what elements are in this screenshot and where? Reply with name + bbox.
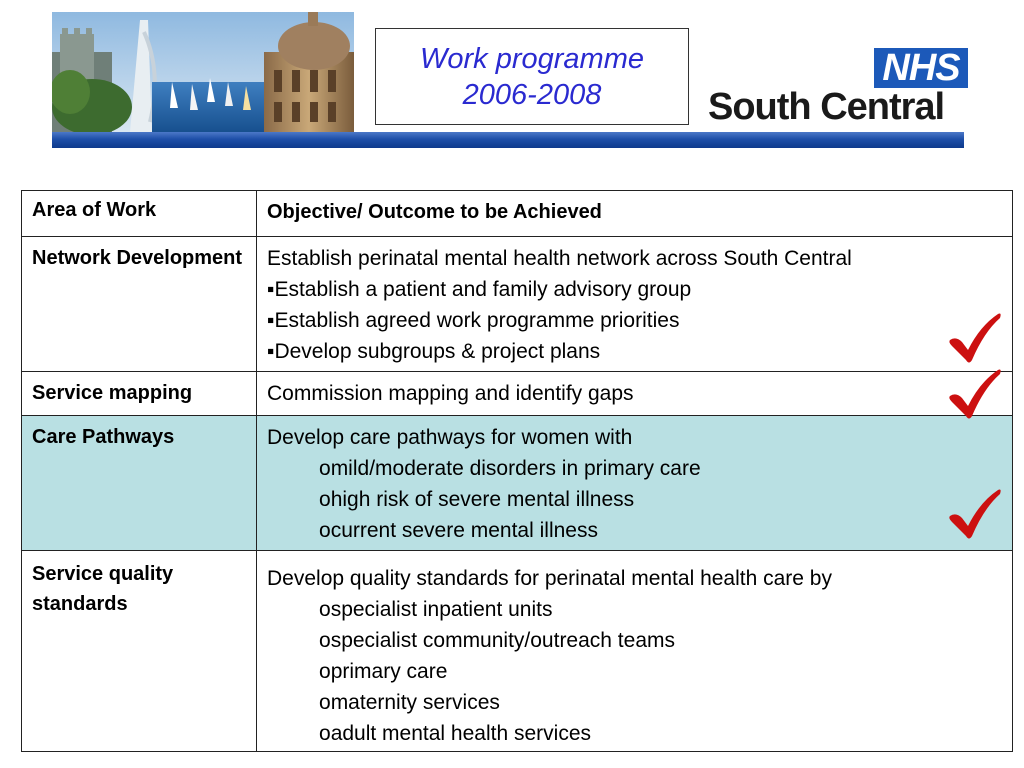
header-area-of-work: Area of Work [22,191,257,237]
bullet-item: ▪Develop subgroups & project plans [267,340,601,363]
sub-bullet-item: ospecialist inpatient units [319,598,553,621]
bullet-item: ▪Establish agreed work programme priorities [267,309,680,332]
sub-bullet-item: omild/moderate disorders in primary care [319,457,701,480]
page-title-line-1: Work programme [420,42,644,75]
objective-line: Develop quality standards for perinatal mental health care by [267,567,832,590]
square-bullet-icon: ▪ [267,309,275,332]
area-label: Service quality standards [32,563,174,615]
area-label: Care Pathways [32,426,175,448]
circle-bullet-icon: o [319,722,331,745]
header-divider-bar [52,132,964,148]
objective-line: Develop care pathways for women with [267,426,633,449]
table-row [22,237,1013,372]
table-row-highlighted [22,416,1013,551]
circle-bullet-icon: o [319,629,331,652]
work-programme-table [21,190,1013,752]
page-title-box [375,28,689,125]
area-label: Service mapping [32,382,193,404]
sub-bullet-item: oadult mental health services [319,722,591,745]
header-banner-image [52,12,354,132]
square-bullet-icon: ▪ [267,340,275,363]
sub-bullet-item: ospecialist community/outreach teams [319,629,675,652]
table-header-row [22,191,1013,237]
header-objective: Objective/ Outcome to be Achieved [257,191,1013,237]
sub-bullet-item: omaternity services [319,691,500,714]
sub-bullet-item: oprimary care [319,660,448,683]
bullet-item: ▪Establish a patient and family advisory group [267,278,692,301]
table-row [22,372,1013,416]
circle-bullet-icon: o [319,519,331,542]
circle-bullet-icon: o [319,598,331,621]
nhs-logo-box [874,48,968,88]
area-label: Network Development [32,247,243,269]
sub-bullet-item: ohigh risk of severe mental illness [319,488,635,511]
objective-line: Commission mapping and identify gaps [267,382,634,405]
circle-bullet-icon: o [319,660,331,683]
table-row [22,551,1013,752]
page-title-line-2: 2006-2008 [462,78,602,111]
circle-bullet-icon: o [319,457,331,480]
nhs-south-central-logo [706,44,972,128]
sub-bullet-item: ocurrent severe mental illness [319,519,598,542]
square-bullet-icon: ▪ [267,278,275,301]
nhs-logo-text: NHS [882,46,960,89]
circle-bullet-icon: o [319,691,331,714]
objective-line: Establish perinatal mental health network across South Central [267,247,852,270]
circle-bullet-icon: o [319,488,331,511]
region-name: South Central [708,86,945,128]
